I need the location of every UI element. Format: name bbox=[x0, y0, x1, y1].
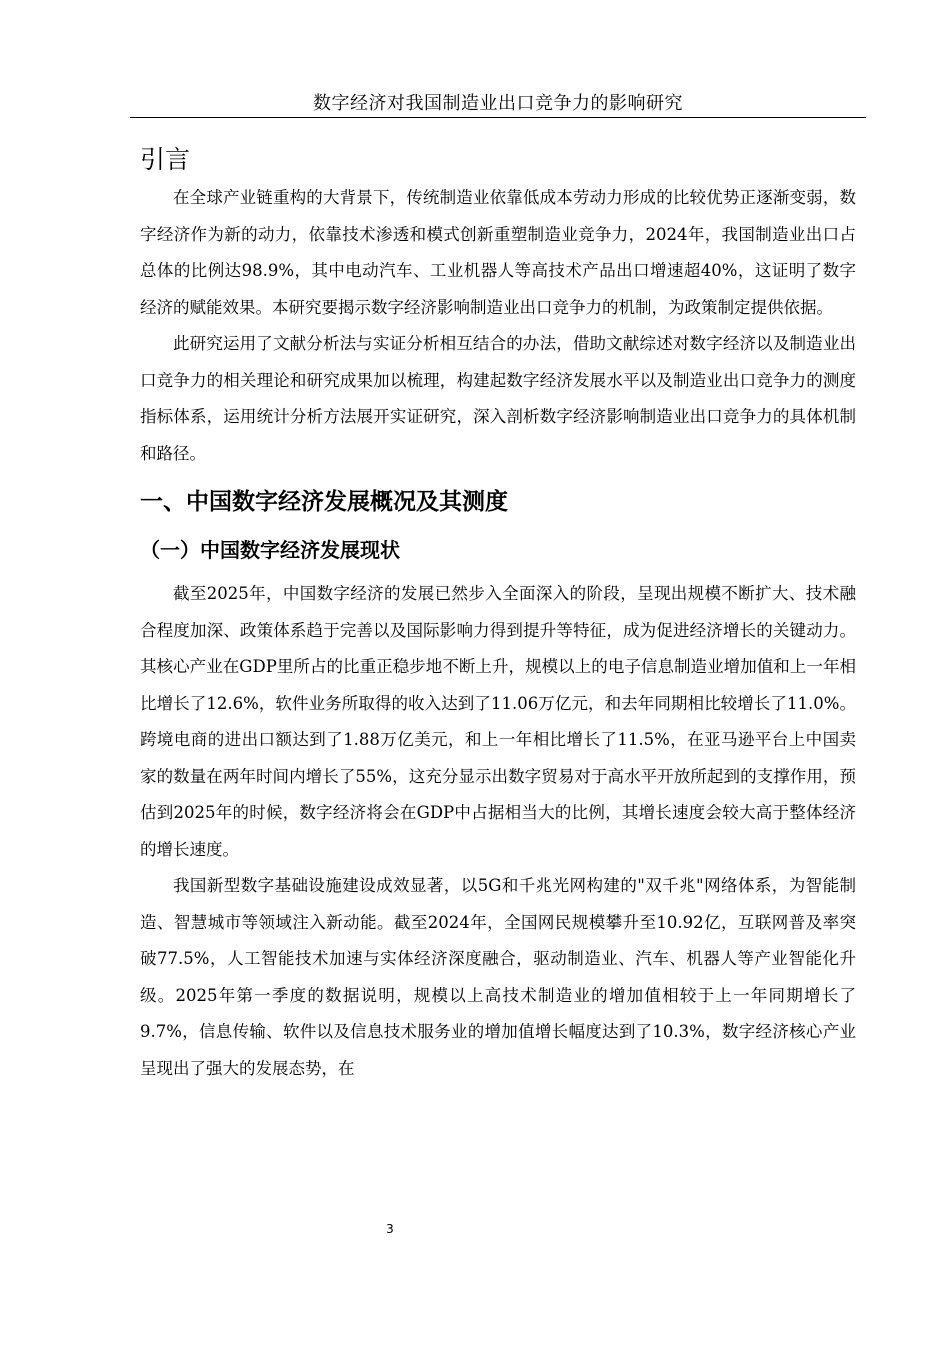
section-1-heading: 一、中国数字经济发展概况及其测度 bbox=[140, 489, 508, 515]
intro-paragraph-2: 此研究运用了文献分析法与实证分析相互结合的办法，借助文献综述对数字经济以及制造业出口竞争力的相关理论和研究成果加以梳理，构建起数字经济发展水平以及制造业出口竞争力的测度指标体系，运用统计分析方法展开实证研究，深入剖析数字经济影响制造业出口竞争力的具体机制和路径。 bbox=[140, 334, 856, 463]
intro-paragraph-1: 在全球产业链重构的大背景下，传统制造业依靠低成本劳动力形成的比较优势正逐渐变弱，数字经济作为新的动力，依靠技术渗透和模式创新重塑制造业竞争力，2024年，我国制造业出口占总体的比例达98.9%，其中电动汽车、工业机器人等高技术产品出口增速超40%，这证明了数字经济的赋能效果。本研究要揭示数字经济影响制造业出口竞争力的机制，为政策制定提供依据。 bbox=[140, 188, 856, 317]
running-header: 数字经济对我国制造业出口竞争力的影响研究 bbox=[313, 93, 683, 114]
page-number: 3 bbox=[386, 1222, 394, 1236]
header-rule bbox=[130, 117, 866, 118]
page-body bbox=[140, 140, 856, 1087]
section-1-1-paragraph-2: 我国新型数字基础设施建设成效显著，以5G和千兆光网构建的"双千兆"网络体系，为智能制造、智慧城市等领域注入新动能。截至2024年，全国网民规模攀升至10.92亿，互联网普及率突破77.5%，人工智能技术加速与实体经济深度融合，驱动制造业、汽车、机器人等产业智能化升级。2025年第一季度的数据说明，规模以上高技术制造业的增加值相较于上一年同期增长了9.7%，信息传输、软件以及信息技术服务业的增加值增长幅度达到了10.3%，数字经济核心产业呈现出了强大的发展态势，在 bbox=[140, 876, 856, 1078]
intro-heading: 引言 bbox=[140, 145, 191, 174]
section-1-1-paragraph-1: 截至2025年，中国数字经济的发展已然步入全面深入的阶段，呈现出规模不断扩大、技术融合程度加深、政策体系趋于完善以及国际影响力得到提升等特征，成为促进经济增长的关键动力。其核心产业在GDP里所占的比重正稳步地不断上升，规模以上的电子信息制造业增加值和上一年相比增长了12.6%，软件业务所取得的收入达到了11.06万亿元，和去年同期相比较增长了11.0%。跨境电商的进出口额达到了1.88万亿美元，和上一年相比增长了11.5%，在亚马逊平台上中国卖家的数量在两年时间内增长了55%，这充分显示出数字贸易对于高水平开放所起到的支撑作用，预估到2025年的时候，数字经济将会在GDP中占据相当大的比例，其增长速度会较大高于整体经济的增长速度。 bbox=[140, 584, 856, 859]
subsection-1-1-heading: （一）中国数字经济发展现状 bbox=[140, 538, 400, 562]
